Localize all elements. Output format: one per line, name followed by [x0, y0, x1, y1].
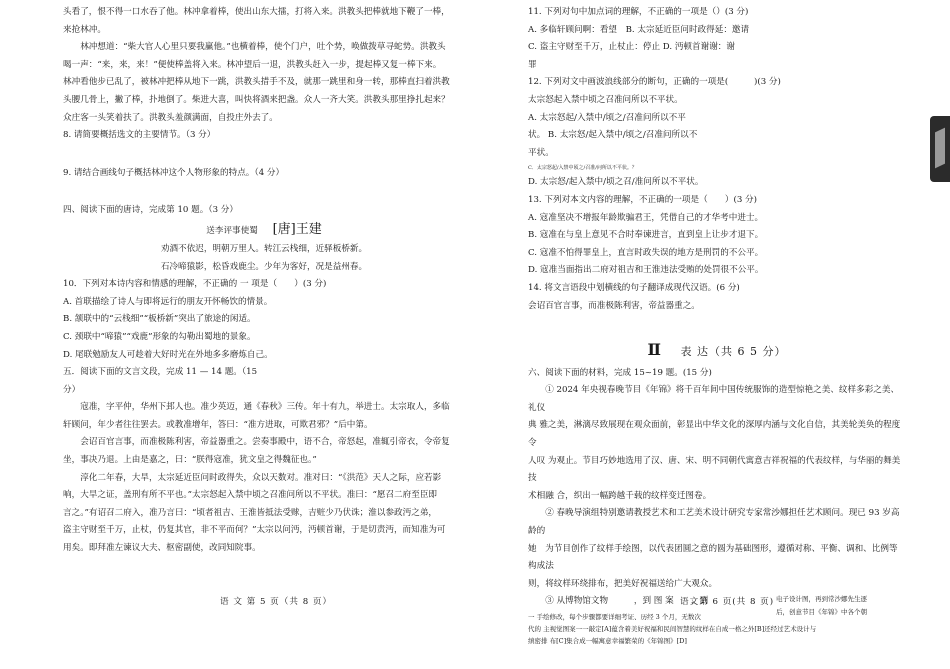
text-line: 来抢林冲。	[63, 24, 106, 35]
section-5-heading: 五．阅读下面的文言文段，完成 11 — 14 题。（15	[63, 367, 258, 378]
material-aside: 电子设计图，再到常沙娜先生逐	[776, 595, 867, 604]
option-c: C. 颈联中“啼猿”“戏鹿”形象的勾勒出蜀地的景象。	[63, 331, 256, 342]
option-a: A. 寇准坚决不增报年龄欺骗君王，凭借自己的才华考中进士。	[528, 212, 764, 223]
option-d: D. 寇准当面指出二府对祖吉和王淮违法受贿的处罚很不公平。	[528, 265, 764, 276]
material-line: ① 2024 年央视春晚节目《年锦》将千百年间中国传统服饰的造型惊艳之美、纹样多彩之美、礼仪	[528, 385, 900, 413]
material-line: 则，将纹样环绕排布，把美好祝福送给广大观众。	[528, 578, 718, 589]
page-footer-right: 语文第 6 页(共 8 页)	[680, 597, 775, 607]
poem-name: 送李评事使蜀	[206, 225, 258, 236]
material-line: 代的 主视觉图案一一敲定[A]蕴含着美好祝福和民间智慧的纹样在自成一格之外[B]还经过艺术设计与	[528, 625, 817, 633]
material-aside: 后，创意节目《年锦》中各个朝	[776, 608, 867, 617]
right-page	[528, 4, 906, 647]
classical-line: 坐，事决乃退。上由是嘉之，曰：“朕得寇准，犹文皇之得魏征也。”	[63, 455, 317, 466]
material-line: ② 春晚导演组特别邀请教授艺术和工艺美术设计研究专家常沙娜担任艺术顾问。现已 93 岁高龄的	[528, 508, 900, 537]
option-c: C. 寇准不怕得罪皇上，直言时政失误的地方是刑罚的不公平。	[528, 247, 764, 258]
classical-line: 言之。”有诏召二府入，准乃言曰：“顷者祖吉、王淮皆抵法受赇，吉赃少乃伏诛；淮以参政沔之弟，	[63, 507, 438, 518]
classical-line: 盗主守财至千万，止杖，仍复其官，非不平而何？”太宗以问沔，沔顿首谢，于是切责沔，而知准为可	[63, 525, 446, 536]
section-5-heading-cont: 分）	[63, 384, 81, 395]
question-12: 12. 下列对文中画波浪线部分的断句，正确的一项是( )(3 分)	[528, 77, 781, 88]
option-cd-cont: 罪	[528, 59, 537, 70]
bookmark-tab-icon	[930, 116, 950, 182]
text-line: 林冲想道：“柴大官人心里只要我赢他。”也横着棒，使个门户，吐个势，唤做拨草寻蛇势。洪教头	[80, 42, 446, 53]
option-cd: C. 盗主守财至千万，止杖止：停止 D. 沔顿首谢谢：谢	[528, 42, 735, 53]
question-9: 9. 请结合画线句子概括林冲这个人物形象的特点。（4 分）	[63, 167, 285, 178]
poem-line: 石冷啼猿影，松昏戏鹿尘。少年为客好，况是益州春。	[160, 261, 368, 272]
material-line: 她 为节目创作了纹样手绘图，以代表团圆之意的圆为基础图形，遵循对称、平衡、调和、比例等构成法	[528, 543, 898, 572]
material-line: 人叹 为观止。节目巧妙地选用了汉、唐、宋、明不同朝代寓意吉祥祝福的代表纹样，与华丽的舞美技	[528, 455, 901, 484]
option-a-b: 状。 B. 太宗怒/起入禁中/顷之/召准问所以不	[528, 130, 698, 141]
material-line: 一 手绘修改，每个步骤都要详细考证、历经 3 个月，无数次	[528, 613, 701, 621]
section-2-title: 表 达（共 6 5 分）	[680, 345, 787, 359]
left-page	[63, 4, 465, 558]
question-10: 10．下列对本诗内容和情感的理解，不正确的 一 项是（ ）(3 分)	[63, 279, 327, 290]
option-d: D. 太宗怒/起入禁中/顷之召/准问所以不平状。	[528, 177, 704, 188]
poem-title	[63, 220, 465, 241]
classical-line: 淳化二年春，大旱，太宗延近臣问时政得失，众以天数对。准对曰：“《洪范》天人之际，应若影	[80, 472, 442, 483]
option-ab: A. 多临轩顾问啊：看望 B. 太宗延近臣问时政得延：邀请	[528, 24, 750, 35]
question-8: 8. 请简要概括选文的主要情节。（3 分）	[63, 130, 216, 141]
classical-line: 会诏百官言事，而准极陈利害，帝益器重之。尝奏事殿中，语不合，帝怒起，准辄引帝衣，令帝复	[80, 437, 450, 448]
section-4-heading: 四、阅读下面的唐诗，完成第 10 题。（3 分）	[63, 205, 238, 216]
text-line: 喝一声：“来，来，来！”便使棒盖将入来。林冲望后一退，洪教头赶入一步，提起棒又复一棒下来。	[63, 59, 442, 70]
option-b: B. 颔联中的“云栈细”“板桥新”突出了旅途的闲适。	[63, 314, 256, 325]
classical-line: 寇准，字平仲，华州下邽人也。准少英迈，通《春秋》三传。年十有九，举进士。太宗取人，多临	[80, 402, 450, 413]
text-line: 头腰几骨上，撇了棒，扑地倒了。柴进大喜，叫快将酒来把盏。众人一齐大笑。洪教头那里挣扎起来？	[63, 94, 450, 105]
option-b-cont: 平状。	[528, 147, 554, 158]
question-12-sentence: 太宗怒起入禁中顷之召准问所以不平状。	[528, 94, 683, 105]
option-d: D. 尾联勉励友人可趁着大好时光在外地多多磨炼自己。	[63, 349, 273, 360]
material-line: 缜密排 布[C]集合成一幅寓意幸福繁荣的《年锦图》[D]	[528, 637, 687, 645]
option-a: A. 太宗怒起/入禁中/顷之/召准问所以不平	[528, 112, 686, 123]
material-line: ③ 从博物馆文物 ，到 图 案 ，到	[545, 596, 709, 607]
question-14: 14. 将文言语段中划横线的句子翻译成现代汉语。(6 分)	[528, 282, 740, 293]
poem-line: 劝酒不依迟，明朝万里人。转江云栈细，近驿板桥新。	[160, 243, 368, 254]
question-13: 13. 下列对本文内容的理解，不正确的一项是（ ）(3 分)	[528, 194, 757, 205]
section-2-heading	[528, 341, 906, 361]
section-2-numeral: Ⅱ	[647, 340, 662, 360]
text-line: 林冲看他步已乱了，被林冲把棒从地下一跳，洪教头措手不及，就那一跳里和身一转，那棒直扫着洪教	[63, 77, 450, 88]
text-line: 头看了，恨不得一口水吞了他。林冲拿着棒，使出山东大擂，打将入来。洪教头把棒就地下鞭了一棒，	[63, 7, 450, 17]
page-footer-left: 语 文 第 5 页（共 8 页）	[220, 597, 333, 607]
poem-author: [唐]王建	[272, 221, 322, 237]
option-c: C．太宗怒起/入禁中顷之/召准/问所以不平状。？	[528, 165, 637, 172]
classical-line: 响，大旱之证，盖刑有所不平也。”太宗怒起入禁中顷之召准问所以不平状。准曰：“愿召二府至臣即	[63, 490, 438, 501]
question-14-sentence: 会诏百官言事，而准极陈利害，帝益器重之。	[528, 300, 700, 311]
material-line: 典 雅之美，淋漓尽致展现在观众面前，彰显出中华文化的深厚内涵与文化自信，其美轮美奂的程度令	[528, 420, 901, 449]
classical-line: 轩顾问，年少者往往罢去。或教准增年，答曰：“准方进取，可欺君邪？”后中第。	[63, 419, 373, 430]
option-a: A. 首联描绘了诗人与即将远行的朋友开怀畅饮的情景。	[63, 296, 273, 307]
option-b: B. 寇准在与皇上意见不合时奉谏进言，直到皇上让步才退下。	[528, 230, 764, 241]
material-line: 术相融 合，织出一幅跨越千载的纹样变迁图卷。	[528, 490, 712, 501]
classical-line: 用矣。即拜准左谏议大夫、枢密副使，改同知院事。	[63, 543, 261, 554]
question-11: 11. 下列对句中加点词的理解，不正确的一项是（）(3 分)	[528, 7, 749, 17]
section-6-heading: 六、阅读下面的材料，完成 15~19 题。(15 分)	[528, 367, 712, 378]
text-line: 众庄客一头笑着扶了。洪教头羞颜满面，自投庄外去了。	[63, 112, 278, 123]
